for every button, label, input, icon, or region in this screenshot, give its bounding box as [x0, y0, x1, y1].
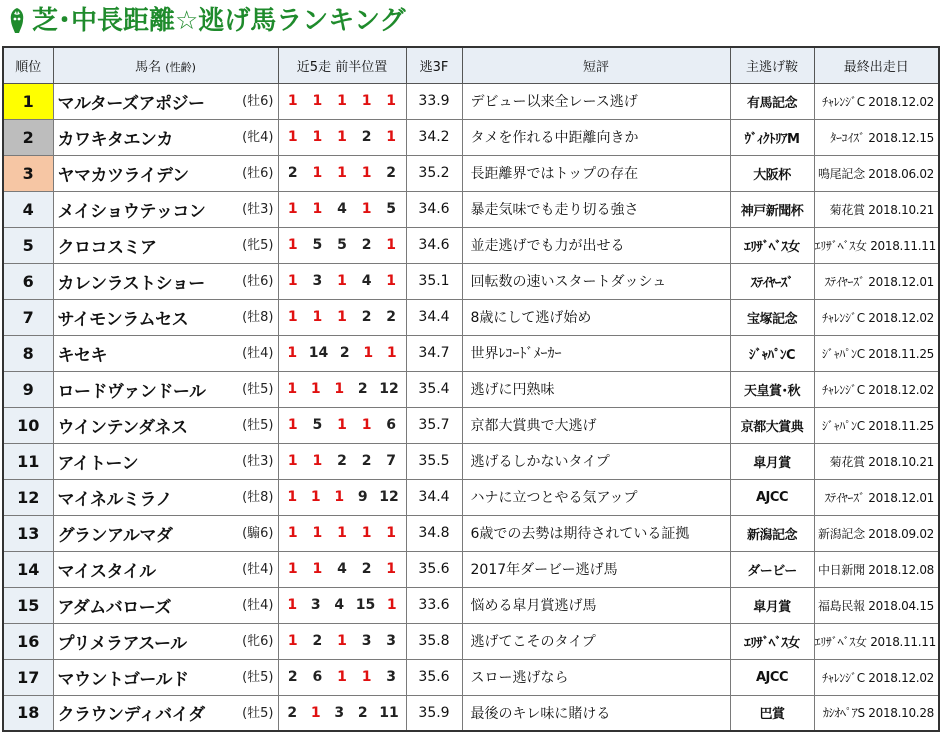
table-row [3, 515, 939, 551]
sex-age: (牡4) [242, 561, 274, 577]
horse-name: マルターズアポジー [57, 93, 205, 114]
position-value: 1 [337, 165, 347, 181]
horse-name: プリメラアスール [57, 633, 187, 654]
recent-positions-cell [278, 443, 406, 479]
comment-cell: デビュー以来全レース逃げ [462, 83, 730, 119]
recent-positions-cell [278, 695, 406, 731]
table-row [3, 407, 939, 443]
last-race-cell: 新潟記念 2018.09.02 [814, 515, 939, 551]
position-value: 1 [287, 381, 298, 397]
horse-name-cell [53, 335, 278, 371]
sex-age: (牡6) [242, 165, 274, 181]
recent-positions-cell [278, 119, 406, 155]
position-value: 1 [287, 129, 298, 145]
position-value: 1 [386, 561, 397, 577]
position-value: 2 [337, 453, 347, 469]
comment-cell: 2017年ダービー逃げ馬 [462, 551, 730, 587]
f3-cell: 35.4 [406, 371, 462, 407]
rank-cell: 9 [3, 371, 53, 407]
position-value: 1 [361, 93, 372, 109]
last-race-cell: ｼﾞｬﾊﾟﾝC 2018.11.25 [814, 335, 939, 371]
col-name-label: 馬名 [135, 59, 162, 75]
comment-cell: 逃げに円熟味 [462, 371, 730, 407]
position-value: 1 [312, 129, 323, 145]
rank-cell: 11 [3, 443, 53, 479]
table-row [3, 191, 939, 227]
position-value: 2 [287, 704, 298, 721]
position-value: 6 [386, 417, 397, 433]
position-value: 7 [386, 453, 397, 469]
position-value: 2 [361, 237, 372, 253]
position-value: 1 [312, 525, 323, 541]
recent-positions-cell [278, 299, 406, 335]
horse-name: クロコスミア [57, 237, 157, 258]
main-race-cell: 天皇賞･秋 [730, 371, 814, 407]
sex-age: (牡5) [242, 669, 274, 685]
position-value: 1 [337, 417, 347, 433]
horse-name-cell [53, 407, 278, 443]
horse-name: マイネルミラノ [57, 489, 172, 510]
last-race-cell: ｶｼｵﾍﾟｱS 2018.10.28 [814, 695, 939, 731]
position-value: 5 [386, 201, 397, 217]
table-header-row [3, 47, 939, 83]
f3-cell: 35.2 [406, 155, 462, 191]
sex-age: (牡5) [242, 705, 274, 721]
f3-cell: 35.6 [406, 659, 462, 695]
position-value: 1 [287, 345, 298, 361]
f3-cell: 34.7 [406, 335, 462, 371]
horse-name: ウインテンダネス [57, 417, 188, 438]
main-race-cell: 宝塚記念 [730, 299, 814, 335]
position-value: 1 [287, 237, 298, 253]
table-row [3, 443, 939, 479]
last-race-cell: ﾀｰｺｲｽﾞ 2018.12.15 [814, 119, 939, 155]
position-value: 1 [334, 381, 345, 397]
horse-name: ヤマカツライデン [57, 165, 189, 186]
position-value: 1 [337, 633, 347, 649]
sex-age: (牝5) [242, 237, 274, 253]
main-race-cell: 巴賞 [730, 695, 814, 731]
page-header [0, 0, 941, 42]
position-value: 1 [287, 633, 298, 649]
table-row [3, 119, 939, 155]
recent-positions-cell [278, 191, 406, 227]
position-value: 1 [361, 201, 372, 217]
main-race-cell: AJCC [730, 479, 814, 515]
position-value: 4 [334, 597, 345, 613]
position-value: 1 [310, 704, 321, 721]
recent-positions-cell [278, 335, 406, 371]
position-value: 5 [337, 237, 347, 253]
horse-name-cell [53, 695, 278, 731]
recent-positions-cell [278, 623, 406, 659]
table-row [3, 551, 939, 587]
f3-cell: 34.4 [406, 299, 462, 335]
position-value: 1 [287, 417, 298, 433]
main-race-cell: ｴﾘｻﾞﾍﾞｽ女 [730, 227, 814, 263]
comment-cell: 逃げてこそのタイプ [462, 623, 730, 659]
horse-name: メイショウテッコン [57, 201, 206, 222]
sex-age: (牡4) [242, 597, 274, 613]
rank-cell: 4 [3, 191, 53, 227]
col-name [53, 47, 278, 83]
ranking-table [2, 46, 940, 732]
main-race-cell: 新潟記念 [730, 515, 814, 551]
main-race-cell: 大阪杯 [730, 155, 814, 191]
sex-age: (牡6) [242, 273, 274, 289]
comment-cell: 6歳での去勢は期待されている証拠 [462, 515, 730, 551]
rank-cell: 1 [3, 83, 53, 119]
last-race-cell: ｽﾃｲﾔｰｽﾞ 2018.12.01 [814, 263, 939, 299]
comment-cell: ハナに立つとやる気アップ [462, 479, 730, 515]
sex-age: (牝4) [242, 129, 274, 145]
horse-name-cell [53, 83, 278, 119]
position-value: 4 [337, 201, 347, 217]
main-race-cell: 皐月賞 [730, 443, 814, 479]
horse-name-cell [53, 371, 278, 407]
f3-cell: 33.9 [406, 83, 462, 119]
position-value: 2 [339, 345, 350, 361]
last-race-cell: 福島民報 2018.04.15 [814, 587, 939, 623]
horse-name-cell [53, 191, 278, 227]
comment-cell: 長距離界ではトップの存在 [462, 155, 730, 191]
comment-cell: 逃げるしかないタイプ [462, 443, 730, 479]
comment-cell: 暴走気味でも走り切る強さ [462, 191, 730, 227]
horse-name-cell [53, 623, 278, 659]
position-value: 2 [357, 381, 368, 397]
rank-cell: 8 [3, 335, 53, 371]
last-race-cell: 中日新聞 2018.12.08 [814, 551, 939, 587]
position-value: 1 [312, 309, 323, 325]
position-value: 1 [337, 525, 347, 541]
main-race-cell: ｴﾘｻﾞﾍﾞｽ女 [730, 623, 814, 659]
table-row [3, 155, 939, 191]
position-value: 3 [310, 597, 321, 613]
horse-name: アイトーン [57, 453, 139, 474]
recent-positions-cell [278, 659, 406, 695]
position-value: 1 [386, 273, 397, 289]
position-value: 14 [308, 345, 329, 361]
recent-positions-cell [278, 155, 406, 191]
position-value: 1 [361, 669, 372, 685]
horse-name: アダムバローズ [57, 597, 171, 618]
last-race-cell: ｴﾘｻﾞﾍﾞｽ女 2018.11.11 [814, 227, 939, 263]
position-value: 1 [363, 345, 374, 361]
col-last: 最終出走日 [814, 47, 939, 83]
f3-cell: 34.2 [406, 119, 462, 155]
position-value: 1 [312, 165, 323, 181]
rank-cell: 16 [3, 623, 53, 659]
position-value: 1 [312, 201, 323, 217]
last-race-cell: ｼﾞｬﾊﾟﾝC 2018.11.25 [814, 407, 939, 443]
comment-cell: タメを作れる中距離向きか [462, 119, 730, 155]
position-value: 1 [334, 489, 345, 505]
position-value: 1 [361, 525, 372, 541]
sex-age: (牡8) [242, 309, 274, 325]
position-value: 9 [357, 489, 368, 505]
f3-cell: 33.6 [406, 587, 462, 623]
rank-cell: 5 [3, 227, 53, 263]
comment-cell: スロー逃げなら [462, 659, 730, 695]
position-value: 2 [386, 309, 397, 325]
f3-cell: 34.6 [406, 191, 462, 227]
horse-logo-icon [6, 6, 28, 36]
sex-age: (牡5) [242, 417, 274, 433]
col-jockey: 主逃げ鞍 [730, 47, 814, 83]
recent-positions-cell [278, 227, 406, 263]
position-value: 1 [287, 273, 298, 289]
position-value: 1 [312, 93, 323, 109]
main-race-cell: ｼﾞｬﾊﾟﾝC [730, 335, 814, 371]
rank-cell: 10 [3, 407, 53, 443]
position-value: 3 [312, 273, 323, 289]
rank-cell: 14 [3, 551, 53, 587]
position-value: 3 [386, 669, 397, 685]
recent-positions-cell [278, 371, 406, 407]
position-value: 3 [361, 633, 372, 649]
position-value: 12 [379, 489, 399, 505]
main-race-cell: ダービー [730, 551, 814, 587]
table-row [3, 335, 939, 371]
f3-cell: 35.8 [406, 623, 462, 659]
rank-cell: 12 [3, 479, 53, 515]
position-value: 4 [337, 561, 347, 577]
horse-name-cell [53, 515, 278, 551]
horse-name-cell [53, 299, 278, 335]
horse-name-cell [53, 551, 278, 587]
last-race-cell: 菊花賞 2018.10.21 [814, 191, 939, 227]
col-f3: 逃3F [406, 47, 462, 83]
horse-name-cell [53, 263, 278, 299]
horse-name-cell [53, 119, 278, 155]
position-value: 2 [287, 669, 298, 685]
position-value: 1 [310, 489, 321, 505]
position-value: 1 [287, 93, 298, 109]
last-race-cell: ﾁｬﾚﾝｼﾞC 2018.12.02 [814, 659, 939, 695]
table-row [3, 695, 939, 731]
rank-cell: 6 [3, 263, 53, 299]
horse-name-cell [53, 659, 278, 695]
position-value: 1 [386, 525, 397, 541]
position-value: 1 [386, 237, 397, 253]
position-value: 1 [337, 129, 347, 145]
last-race-cell: ｽﾃｲﾔｰｽﾞ 2018.12.01 [814, 479, 939, 515]
position-value: 11 [379, 704, 399, 721]
main-race-cell: ｳﾞｨｸﾄﾘｱM [730, 119, 814, 155]
position-value: 1 [287, 309, 298, 325]
position-value: 2 [287, 165, 298, 181]
horse-name-cell [53, 443, 278, 479]
position-value: 2 [357, 704, 368, 721]
position-value: 2 [361, 453, 372, 469]
sex-age: (牡8) [242, 489, 274, 505]
last-race-cell: ｴﾘｻﾞﾍﾞｽ女 2018.11.11 [814, 623, 939, 659]
rank-cell: 17 [3, 659, 53, 695]
sex-age: (牡4) [242, 345, 274, 361]
position-value: 3 [334, 704, 345, 721]
col-sexage-label: (性齢) [165, 60, 196, 74]
comment-cell: 世界ﾚｺｰﾄﾞﾒｰｶｰ [462, 335, 730, 371]
position-value: 5 [312, 417, 323, 433]
sex-age: (牝6) [242, 633, 274, 649]
position-value: 15 [355, 597, 376, 613]
f3-cell: 35.6 [406, 551, 462, 587]
table-row [3, 299, 939, 335]
recent-positions-cell [278, 263, 406, 299]
recent-positions-cell [278, 551, 406, 587]
horse-name: ロードヴァンドール [57, 381, 206, 402]
col-rank: 順位 [3, 47, 53, 83]
main-race-cell: ｽﾃｲﾔｰｽﾞ [730, 263, 814, 299]
f3-cell: 35.9 [406, 695, 462, 731]
f3-cell: 34.8 [406, 515, 462, 551]
last-race-cell: ﾁｬﾚﾝｼﾞC 2018.12.02 [814, 299, 939, 335]
horse-name: サイモンラムセス [57, 309, 189, 330]
main-race-cell: 京都大賞典 [730, 407, 814, 443]
position-value: 1 [337, 93, 347, 109]
f3-cell: 35.7 [406, 407, 462, 443]
sex-age: (牡6) [242, 93, 274, 109]
col-comment: 短評 [462, 47, 730, 83]
recent-positions-cell [278, 587, 406, 623]
horse-name: キセキ [57, 345, 107, 366]
position-value: 1 [310, 381, 321, 397]
f3-cell: 35.5 [406, 443, 462, 479]
table-row [3, 587, 939, 623]
sex-age: (騸6) [242, 525, 274, 541]
comment-cell: 8歳にして逃げ始め [462, 299, 730, 335]
position-value: 6 [312, 669, 323, 685]
recent-positions-cell [278, 83, 406, 119]
position-value: 1 [287, 453, 298, 469]
main-race-cell: 神戸新聞杯 [730, 191, 814, 227]
comment-cell: 回転数の速いスタートダッシュ [462, 263, 730, 299]
last-race-cell: 鳴尾記念 2018.06.02 [814, 155, 939, 191]
main-race-cell: 有馬記念 [730, 83, 814, 119]
sex-age: (牡3) [242, 453, 274, 469]
rank-cell: 18 [3, 695, 53, 731]
comment-cell: 悩める皐月賞逃げ馬 [462, 587, 730, 623]
table-row [3, 623, 939, 659]
sex-age: (牡3) [242, 201, 274, 217]
position-value: 1 [287, 597, 298, 613]
rank-cell: 13 [3, 515, 53, 551]
table-row [3, 479, 939, 515]
horse-name: クラウンディバイダ [57, 705, 205, 726]
position-value: 1 [337, 669, 347, 685]
f3-cell: 35.1 [406, 263, 462, 299]
sex-age: (牡5) [242, 381, 274, 397]
horse-name: マイスタイル [57, 561, 156, 582]
horse-name-cell [53, 587, 278, 623]
position-value: 1 [337, 273, 347, 289]
table-row [3, 263, 939, 299]
table-row [3, 371, 939, 407]
comment-cell: 最後のキレ味に賭ける [462, 695, 730, 731]
f3-cell: 34.4 [406, 479, 462, 515]
position-value: 1 [386, 93, 397, 109]
position-value: 1 [386, 345, 397, 361]
position-value: 5 [312, 237, 323, 253]
main-race-cell: 皐月賞 [730, 587, 814, 623]
position-value: 2 [386, 165, 397, 181]
position-value: 3 [386, 633, 397, 649]
main-race-cell: AJCC [730, 659, 814, 695]
position-value: 1 [386, 129, 397, 145]
rank-cell: 15 [3, 587, 53, 623]
position-value: 2 [361, 561, 372, 577]
comment-cell: 並走逃げでも力が出せる [462, 227, 730, 263]
position-value: 2 [361, 129, 372, 145]
rank-cell: 7 [3, 299, 53, 335]
position-value: 1 [361, 417, 372, 433]
last-race-cell: ﾁｬﾚﾝｼﾞC 2018.12.02 [814, 83, 939, 119]
recent-positions-cell [278, 407, 406, 443]
position-value: 1 [287, 525, 298, 541]
horse-name-cell [53, 155, 278, 191]
position-value: 1 [386, 597, 397, 613]
rank-cell: 3 [3, 155, 53, 191]
position-value: 2 [312, 633, 323, 649]
comment-cell: 京都大賞典で大逃げ [462, 407, 730, 443]
position-value: 2 [361, 309, 372, 325]
page-title: 芝･中長距離☆逃げ馬ランキング [32, 6, 406, 36]
position-value: 12 [379, 381, 399, 397]
position-value: 1 [312, 561, 323, 577]
horse-name-cell [53, 479, 278, 515]
col-recent: 近5走 前半位置 [278, 47, 406, 83]
horse-name-cell [53, 227, 278, 263]
position-value: 4 [361, 273, 372, 289]
position-value: 1 [287, 201, 298, 217]
table-row [3, 659, 939, 695]
horse-name: カレンラストショー [57, 273, 205, 294]
table-body [3, 83, 939, 731]
horse-name: カワキタエンカ [57, 129, 173, 150]
table-row [3, 83, 939, 119]
last-race-cell: ﾁｬﾚﾝｼﾞC 2018.12.02 [814, 371, 939, 407]
horse-name: マウントゴールド [57, 669, 189, 690]
position-value: 1 [361, 165, 372, 181]
recent-positions-cell [278, 479, 406, 515]
position-value: 1 [337, 309, 347, 325]
position-value: 1 [287, 561, 298, 577]
horse-name: グランアルマダ [57, 525, 173, 546]
recent-positions-cell [278, 515, 406, 551]
position-value: 1 [312, 453, 323, 469]
table-row [3, 227, 939, 263]
f3-cell: 34.6 [406, 227, 462, 263]
rank-cell: 2 [3, 119, 53, 155]
last-race-cell: 菊花賞 2018.10.21 [814, 443, 939, 479]
position-value: 1 [287, 489, 298, 505]
